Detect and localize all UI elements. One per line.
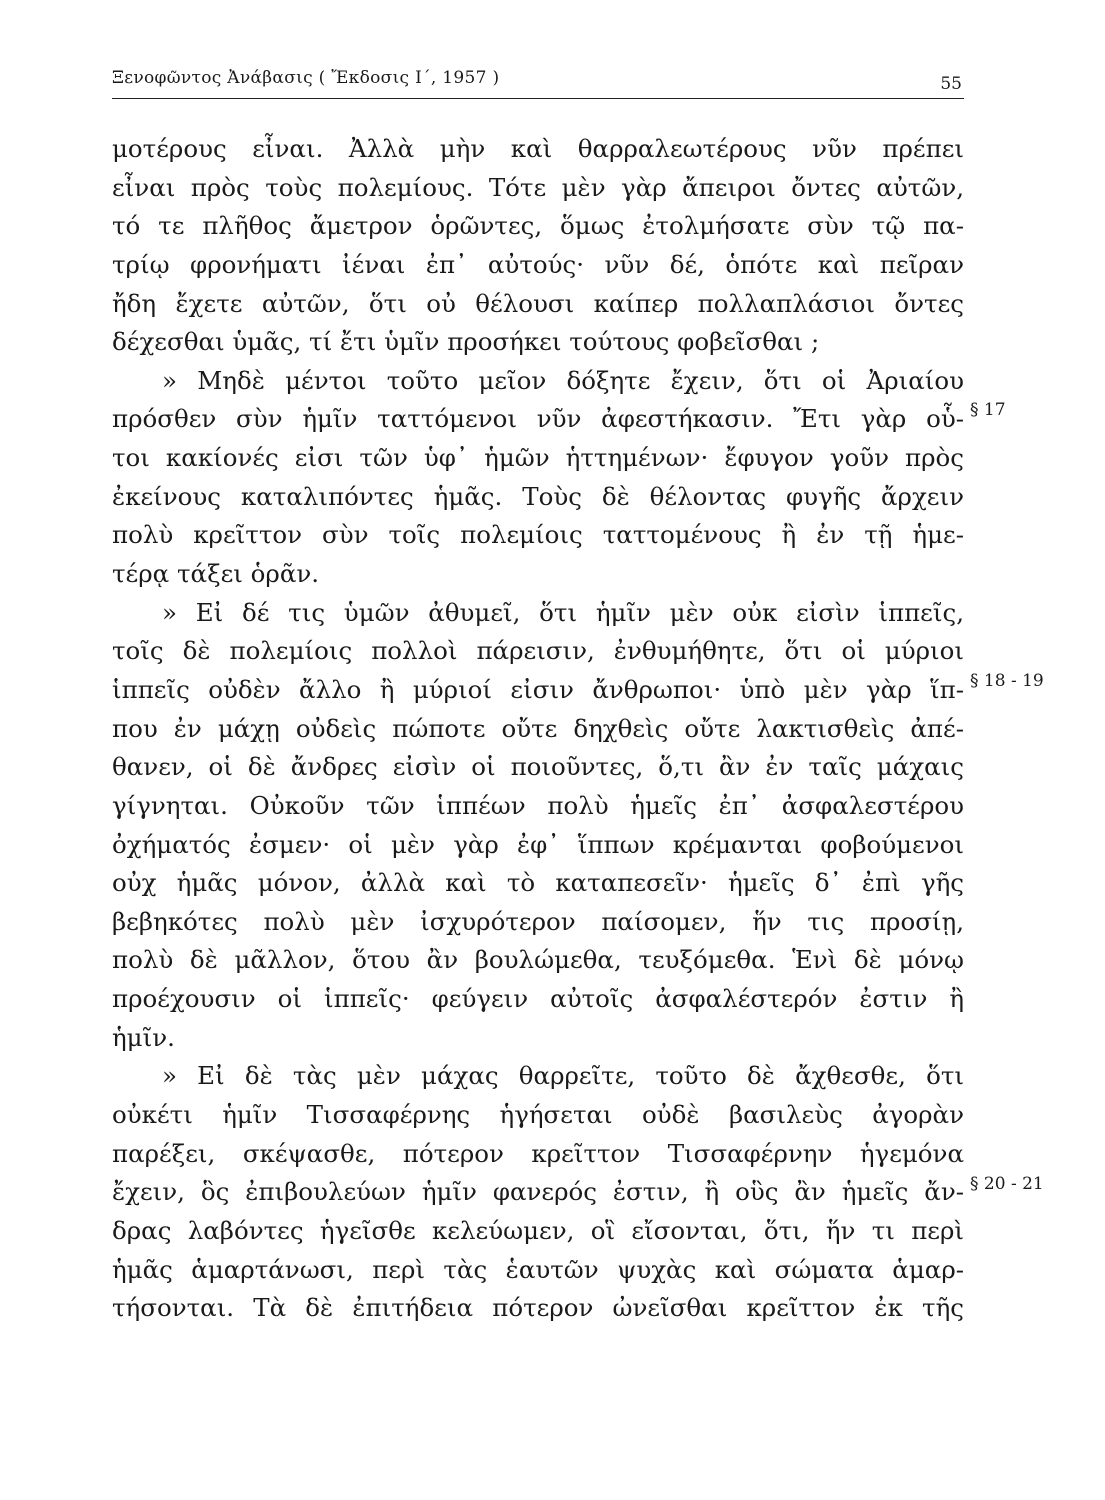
text-line: παρέξει, σκέψασθε, πότερον κρεῖττον Τισσαφέρνην ἡγεμόνα <box>112 1138 964 1168</box>
text-line: ἐκείνους καταλιπόντες ἡμᾶς. Τοὺς δὲ θέλοντας φυγῆς ἄρχειν <box>112 481 964 511</box>
text-line: θανεν, οἱ δὲ ἄνδρες εἰσὶν οἱ ποιοῦντες, ὅ,τι ἂν ἐν ταῖς μάχαις <box>112 752 964 782</box>
text-line: τέρᾳ τάξει ὁρᾶν. <box>112 559 320 589</box>
text-line: μοτέρους εἶναι. Ἀλλὰ μὴν καὶ θαρραλεωτέρους νῦν πρέπει <box>112 134 964 163</box>
margin-note-section: § 18 - 19 <box>970 671 1044 691</box>
text-line: ἡμᾶς ἁμαρτάνωσι, περὶ τὰς ἑαυτῶν ψυχὰς καὶ σώματα ἁμαρ- <box>112 1254 964 1284</box>
text-line: τοι κακίονές εἰσι τῶν ὑφ᾽ ἡμῶν ἡττημένων· ἔφυγον γοῦν πρὸς <box>112 443 964 473</box>
text-line: ἤδη ἔχετε αὐτῶν, ὅτι οὐ θέλουσι καίπερ πολλαπλάσιοι ὄντες <box>112 288 964 318</box>
text-line: οὐχ ἡμᾶς μόνον, ἀλλὰ καὶ τὸ καταπεσεῖν· ἡμεῖς δ᾽ ἐπὶ γῆς <box>112 868 964 898</box>
text-line: ἡμῖν. <box>112 1022 175 1052</box>
body-text <box>112 130 964 1328</box>
margin-note-section: § 17 <box>970 400 1006 420</box>
text-line: πρόσθεν σὺν ἡμῖν ταττόμενοι νῦν ἀφεστήκασιν. Ἔτι γὰρ οὗ- <box>112 404 964 434</box>
page-number: 55 <box>940 74 962 94</box>
text-line: » Μηδὲ μέντοι τοῦτο μεῖον δόξητε ἔχειν, ὅτι οἱ Ἀριαίου <box>162 365 964 395</box>
text-line: εἶναι πρὸς τοὺς πολεμίους. Τότε μὲν γὰρ ἄπειροι ὄντες αὐτῶν, <box>112 172 964 202</box>
text-line: βεβηκότες πολὺ μὲν ἰσχυρότερον παίσομεν, ἥν τις προσίῃ, <box>112 906 964 936</box>
text-line: τό τε πλῆθος ἄμετρον ὁρῶντες, ὅμως ἐτολμήσατε σὺν τῷ πα- <box>112 211 964 241</box>
text-line: προέχουσιν οἱ ἱππεῖς· φεύγειν αὐτοῖς ἀσφαλέστερόν ἐστιν ἢ <box>112 984 964 1014</box>
text-line: πολὺ κρεῖττον σὺν τοῖς πολεμίοις ταττομένους ἢ ἐν τῇ ἡμε- <box>112 520 964 550</box>
page-header <box>112 62 964 99</box>
running-title: Ξενοφῶντος Ἀνάβασις ( Ἔκδοσις Ι΄, 1957 ) <box>112 68 500 88</box>
text-line: ἱππεῖς οὐδὲν ἄλλο ἢ μύριοί εἰσιν ἄνθρωποι· ὑπὸ μὲν γὰρ ἵπ- <box>112 674 964 704</box>
text-line: που ἐν μάχῃ οὐδεὶς πώποτε οὔτε δηχθεὶς οὔτε λακτισθεὶς ἀπέ- <box>112 713 964 743</box>
text-line: τήσονται. Τὰ δὲ ἐπιτήδεια πότερον ὠνεῖσθαι κρεῖττον ἐκ τῆς <box>112 1293 964 1323</box>
text-line: τοῖς δὲ πολεμίοις πολλοὶ πάρεισιν, ἐνθυμήθητε, ὅτι οἱ μύριοι <box>112 636 964 666</box>
text-line: τρίῳ φρονήματι ἰέναι ἐπ᾽ αὐτούς· νῦν δέ, ὁπότε καὶ πεῖραν <box>112 249 964 279</box>
text-line: δρας λαβόντες ἡγεῖσθε κελεύωμεν, οἳ εἴσονται, ὅτι, ἥν τι περὶ <box>112 1215 964 1245</box>
text-line: ἔχειν, ὃς ἐπιβουλεύων ἡμῖν φανερός ἐστιν, ἢ οὓς ἂν ἡμεῖς ἄν- <box>112 1177 964 1207</box>
text-line: πολὺ δὲ μᾶλλον, ὅτου ἂν βουλώμεθα, τευξόμεθα. Ἑνὶ δὲ μόνῳ <box>112 945 964 975</box>
text-line: » Εἰ δὲ τὰς μὲν μάχας θαρρεῖτε, τοῦτο δὲ ἄχθεσθε, ὅτι <box>162 1061 964 1091</box>
text-line: ὀχήματός ἐσμεν· οἱ μὲν γὰρ ἐφ᾽ ἵππων κρέμανται φοβούμενοι <box>112 829 964 859</box>
text-line: οὐκέτι ἡμῖν Τισσαφέρνης ἡγήσεται οὐδὲ βασιλεὺς ἀγορὰν <box>112 1100 964 1130</box>
text-line: » Εἰ δέ τις ὑμῶν ἀθυμεῖ, ὅτι ἡμῖν μὲν οὐκ εἰσὶν ἱππεῖς, <box>162 597 964 627</box>
text-line: δέχεσθαι ὑμᾶς, τί ἔτι ὑμῖν προσήκει τούτους φοβεῖσθαι ; <box>112 327 820 357</box>
margin-note-section: § 20 - 21 <box>970 1174 1044 1194</box>
text-line: γίγνηται. Οὐκοῦν τῶν ἱππέων πολὺ ἡμεῖς ἐπ᾽ ἀσφαλεστέρου <box>112 790 964 820</box>
